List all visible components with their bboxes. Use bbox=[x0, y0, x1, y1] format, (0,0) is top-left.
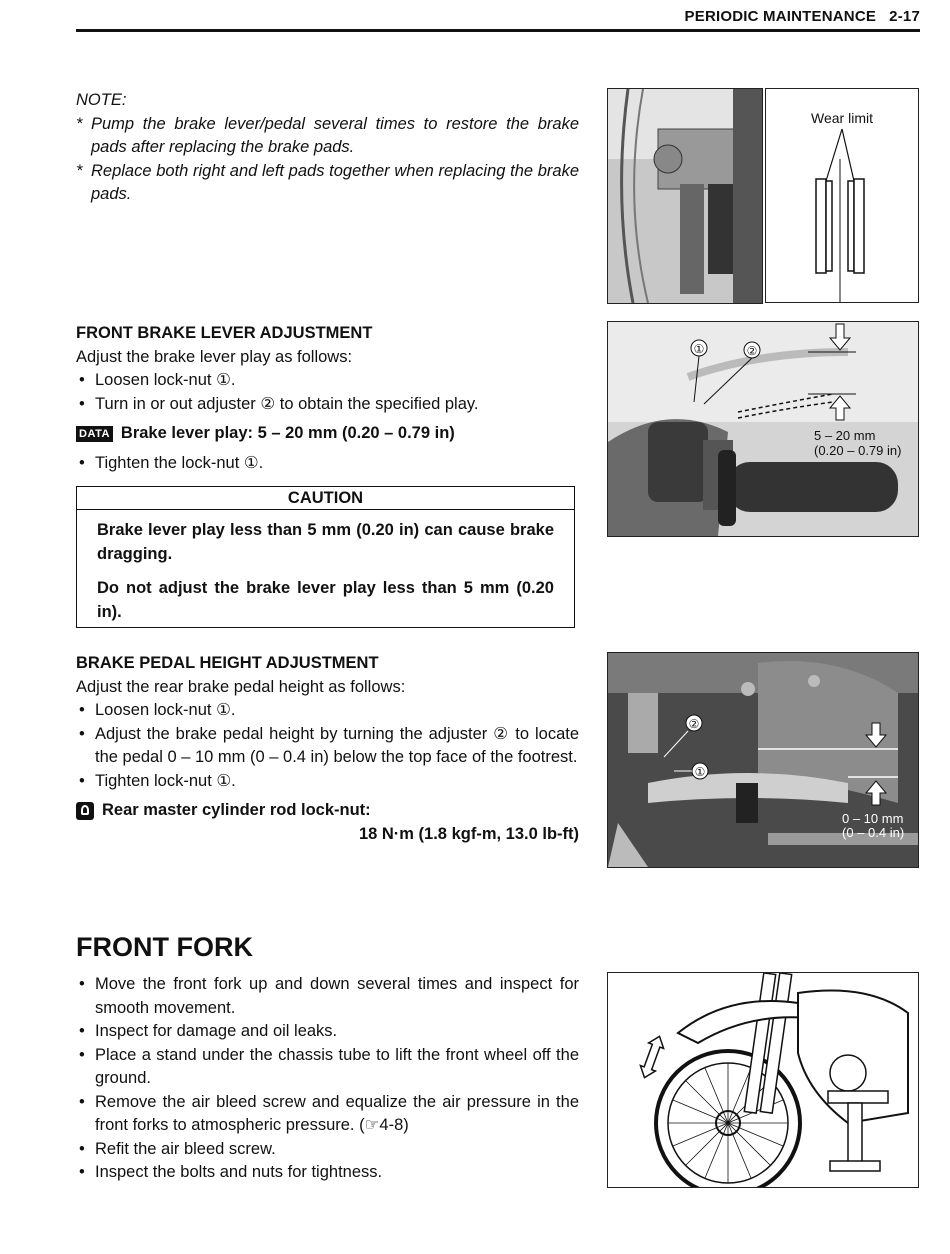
pedal-callout-2: ② bbox=[688, 717, 700, 731]
fork-steps bbox=[76, 973, 579, 1185]
pedal-heading: BRAKE PEDAL HEIGHT ADJUSTMENT bbox=[76, 654, 379, 672]
caution-paragraph: Brake lever play less than 5 mm (0.20 in) can cause brake dragging. bbox=[97, 521, 554, 563]
list-item: • Loosen lock-nut ①. bbox=[76, 699, 579, 723]
list-item: • Place a stand under the chassis tube to lift the front wheel off the ground. bbox=[76, 1044, 579, 1091]
list-item: • Remove the air bleed screw and equalize the air pressure in the front forks to atmospheric pressure. (☞4-8) bbox=[76, 1091, 579, 1138]
caution-box bbox=[76, 486, 575, 628]
note-item: * Replace both right and left pads together when replacing the brake pads. bbox=[76, 160, 579, 207]
header-rule bbox=[76, 29, 920, 32]
brake-pedal-photo bbox=[607, 652, 919, 868]
note-label: NOTE: bbox=[76, 91, 127, 109]
header-page-number: 2-17 bbox=[889, 8, 920, 25]
pedal-steps bbox=[76, 699, 579, 793]
lever-range-mm: 5 – 20 mm bbox=[814, 428, 876, 443]
list-item: • Adjust the brake pedal height by turning the adjuster ② to locate the pedal 0 – 10 mm (0 – 0.4 in) below the top face of the footrest. bbox=[76, 723, 579, 770]
lever-range-in: (0.20 – 0.79 in) bbox=[814, 443, 902, 458]
pedal-intro: Adjust the rear brake pedal height as follows: bbox=[76, 677, 406, 696]
caution-title: CAUTION bbox=[77, 487, 574, 510]
lever-steps-after bbox=[76, 452, 579, 476]
lever-spec-text: Brake lever play: 5 – 20 mm (0.20 – 0.79 in) bbox=[120, 424, 455, 442]
lever-intro: Adjust the brake lever play as follows: bbox=[76, 347, 353, 366]
lever-spec bbox=[76, 422, 579, 446]
list-item: • Inspect for damage and oil leaks. bbox=[76, 1020, 579, 1044]
list-item: • Inspect the bolts and nuts for tightness. bbox=[76, 1161, 579, 1185]
torque-label: Rear master cylinder rod lock-nut: bbox=[102, 801, 371, 819]
pedal-callout-1: ① bbox=[694, 765, 706, 779]
list-item: • Loosen lock-nut ①. bbox=[76, 369, 579, 393]
lever-section bbox=[76, 322, 579, 475]
front-fork-illustration bbox=[607, 972, 919, 1188]
header-section: PERIODIC MAINTENANCE bbox=[684, 8, 877, 25]
lever-heading: FRONT BRAKE LEVER ADJUSTMENT bbox=[76, 324, 373, 342]
lever-callout-1: ① bbox=[693, 342, 705, 356]
pedal-range-in: (0 – 0.4 in) bbox=[842, 825, 905, 840]
running-header bbox=[685, 8, 920, 25]
pedal-range-mm: 0 – 10 mm bbox=[842, 811, 904, 826]
note-item: * Pump the brake lever/pedal several times to restore the brake pads after replacing the brake pads. bbox=[76, 113, 579, 160]
list-item: • Refit the air bleed screw. bbox=[76, 1138, 579, 1162]
caution-paragraph: Do not adjust the brake lever play less than 5 mm (0.20 in). bbox=[97, 579, 554, 621]
torque-value: 18 N·m (1.8 kgf-m, 13.0 lb-ft) bbox=[358, 824, 579, 843]
data-badge-icon: DATA bbox=[76, 426, 113, 442]
fork-section bbox=[76, 973, 579, 1185]
front-fork-title: FRONT FORK bbox=[76, 932, 253, 962]
note-block bbox=[76, 89, 579, 207]
torque-wrench-icon bbox=[76, 802, 94, 820]
lever-steps bbox=[76, 369, 579, 416]
list-item: • Move the front fork up and down several times and inspect for smooth movement. bbox=[76, 973, 579, 1020]
brake-pad-photo bbox=[607, 88, 763, 304]
list-item: • Tighten the lock-nut ①. bbox=[76, 452, 579, 476]
brake-lever-photo bbox=[607, 321, 919, 537]
wear-limit-diagram bbox=[765, 88, 919, 303]
torque-spec bbox=[76, 799, 579, 823]
wear-limit-label: Wear limit bbox=[811, 110, 873, 126]
list-item: • Turn in or out adjuster ② to obtain the specified play. bbox=[76, 393, 579, 417]
pedal-section bbox=[76, 652, 579, 846]
list-item: • Tighten lock-nut ①. bbox=[76, 770, 579, 794]
lever-callout-2: ② bbox=[746, 344, 758, 358]
